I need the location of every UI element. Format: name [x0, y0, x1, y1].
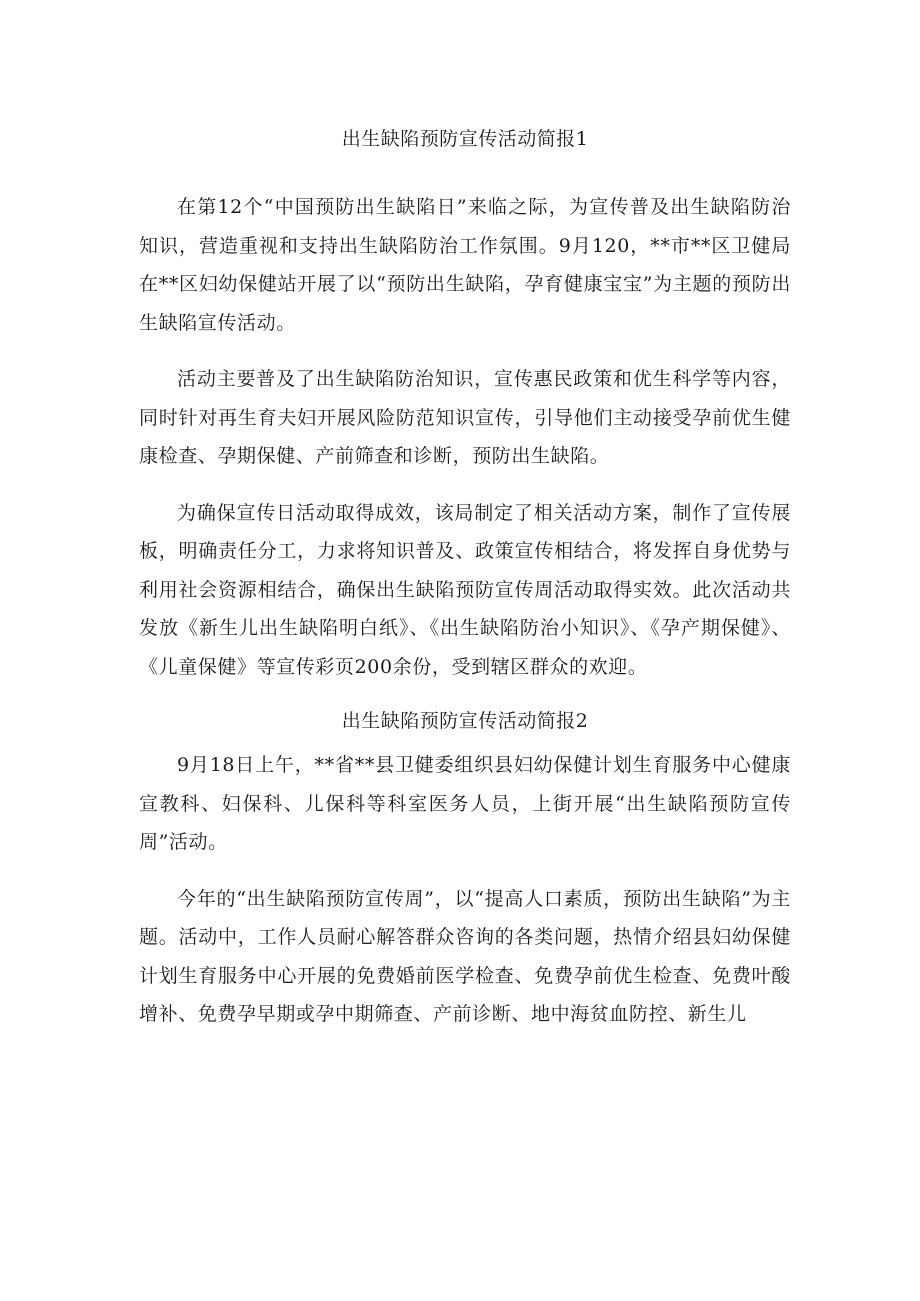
section-1-paragraph-2: 活动主要普及了出生缺陷防治知识，宣传惠民政策和优生科学等内容，同时针对再生育夫妇开展风险防范知识宣传，引导他们主动接受孕前优生健康检查、孕期保健、产前筛查和诊断，预防出生缺陷。 — [139, 368, 791, 467]
section-2-title: 出生缺陷预防宣传活动简报2 — [341, 710, 589, 732]
document-body — [139, 118, 791, 1052]
section-2-paragraph-1: 9月18日上午，**省**县卫健委组织县妇幼保健计划生育服务中心健康宣教科、妇保科、儿保科等科室医务人员，上街开展“出生缺陷预防宣传周”活动。 — [139, 754, 791, 853]
section-1-title: 出生缺陷预防宣传活动简报1 — [341, 128, 589, 150]
section-1-paragraph-3: 为确保宣传日活动取得成效，该局制定了相关活动方案，制作了宣传展板，明确责任分工，力求将知识普及、政策宣传相结合，将发挥自身优势与利用社会资源相结合，确保出生缺陷预防宣传周活动取得实效。此次活动共发放《新生儿出生缺陷明白纸》、《出生缺陷防治小知识》、《孕产期保健》、《儿童保健》等宣传彩页200余份，受到辖区群众的欢迎。 — [139, 501, 791, 678]
section-2-paragraph-2: 今年的“出生缺陷预防宣传周”，以“提高人口素质，预防出生缺陷”为主题。活动中，工作人员耐心解答群众咨询的各类问题，热情介绍县妇幼保健计划生育服务中心开展的免费婚前医学检查、免费孕前优生检查、免费叶酸增补、免费孕早期或孕中期筛查、产前诊断、地中海贫血防控、新生儿 — [139, 887, 791, 1025]
section-1-paragraph-1: 在第12个“中国预防出生缺陷日”来临之际，为宣传普及出生缺陷防治知识，营造重视和支持出生缺陷防治工作氛围。9月120，**市**区卫健局在**区妇幼保健站开展了以“预防出生缺陷，孕育健康宝宝”为主题的预防出生缺陷宣传活动。 — [139, 196, 791, 334]
